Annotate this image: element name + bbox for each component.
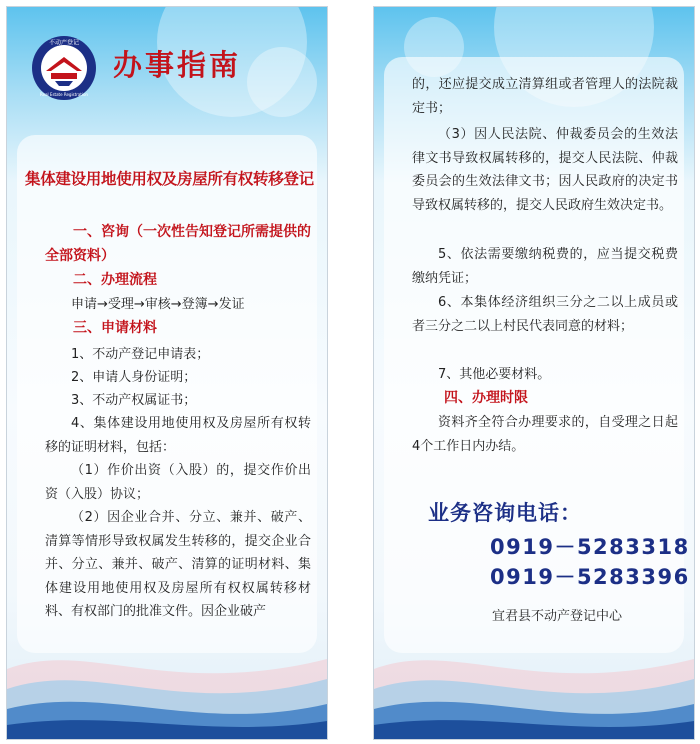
material-item: （2）因企业合并、分立、兼并、破产、清算等情形导致权属发生转移的，提交企业合并、分立、兼并、破产、清算的证明材料、集体建设用地使用权及房屋所有权权属转移材料、有权部门的批准文件。因企业破产 (45, 510, 311, 619)
registration-logo-icon (31, 35, 97, 101)
document-title: 集体建设用地使用权及房屋所有权转移登记 (25, 170, 314, 188)
phone-label: 业务咨询电话： (428, 501, 582, 525)
material-item: 5、依法需要缴纳税费的，应当提交税费缴纳凭证； (412, 247, 678, 286)
material-item: 7、其他必要材料。 (438, 367, 551, 382)
phone-number[interactable]: 0919－5283318 (490, 535, 690, 559)
logo-text-bottom: Real Estate Registration (40, 92, 88, 97)
time-limit: 资料齐全符合办理要求的，自受理之日起4个工作日内办结。 (412, 415, 678, 454)
phone-number[interactable]: 0919－5283396 (490, 565, 690, 589)
material-item: 4、集体建设用地使用权及房屋所有权转移的证明材料，包括： (45, 416, 311, 455)
material-item: （1）作价出资（入股）的，提交作价出资（入股）协议； (45, 463, 311, 502)
material-item: 1、不动产登记申请表； (71, 347, 210, 362)
section4-heading: 四、办理时限 (444, 390, 528, 406)
logo-text-top: 不动产登记 (48, 39, 80, 47)
material-item: 6、本集体经济组织三分之二以上成员或者三分之二以上村民代表同意的材料； (412, 295, 678, 334)
center-name: 宜君县不动产登记中心 (492, 609, 623, 624)
material-item: 2、申请人身份证明； (71, 370, 197, 385)
material-item: （3）因人民法院、仲裁委员会的生效法律文书导致权属转移的，提交人民法院、仲裁委员会的生效法律文书；因人民政府的决定书导致权属转移的，提交人民政府生效决定书。 (412, 127, 678, 213)
section2-heading: 二、办理流程 (73, 272, 157, 288)
right-panel (373, 6, 695, 740)
section1-heading: 一、咨询（一次性告知登记所需提供的全部资料） (45, 224, 311, 264)
process-flow: 申请→受理→审核→登簿→发证 (71, 297, 245, 312)
material-item: 3、不动产权属证书； (71, 393, 197, 408)
left-panel (6, 6, 328, 740)
section3-heading: 三、申请材料 (73, 320, 157, 336)
page-title: 办事指南 (113, 48, 242, 82)
continued-text: 的，还应提交成立清算组或者管理人的法院裁定书； (412, 77, 678, 116)
